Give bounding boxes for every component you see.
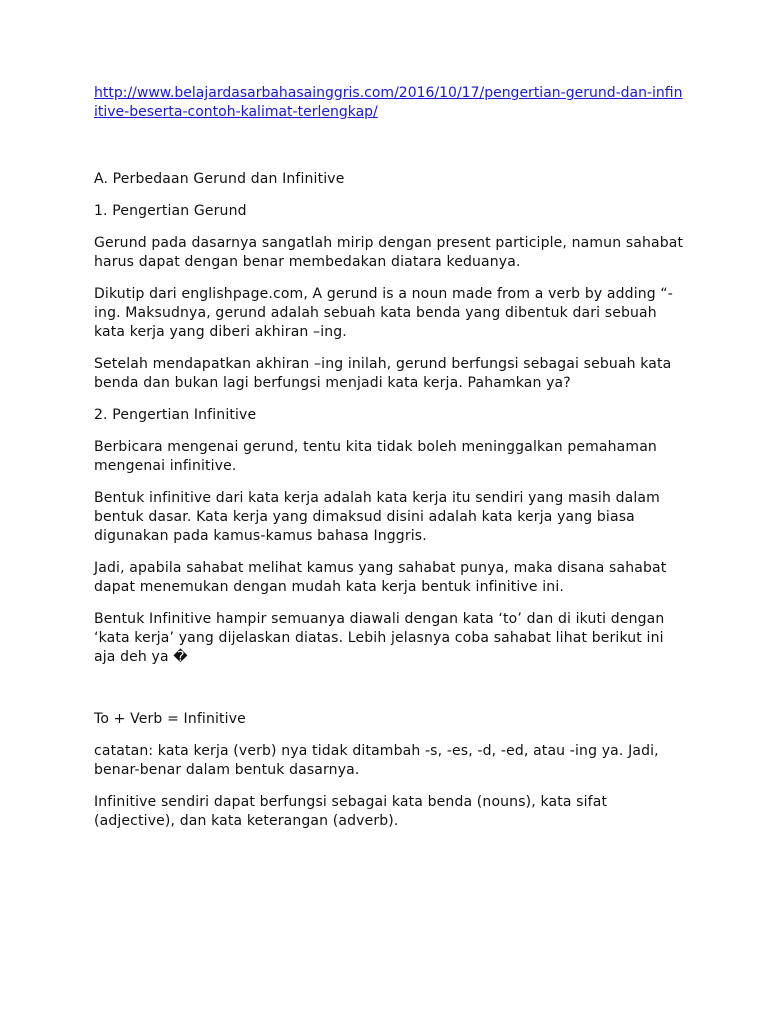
spacer: [94, 680, 684, 710]
paragraph-gerund-2: Dikutip dari englishpage.com, A gerund is a noun made from a verb by adding “-ing. Maksudnya, gerund adalah sebuah kata benda yang dibentuk dari sebuah kata kerja yang diberi akhiran –ing.: [94, 286, 673, 340]
paragraph-gerund-3: Setelah mendapatkan akhiran –ing inilah, gerund berfungsi sebagai sebuah kata benda dan bukan lagi berfungsi menjadi kata kerja. Pahamkan ya?: [94, 356, 672, 391]
paragraph-gerund-1: Gerund pada dasarnya sangatlah mirip dengan present participle, namun sahabat harus dapat dengan benar membedakan diatara keduanya.: [94, 235, 684, 270]
section-2-title: 2. Pengertian Infinitive: [94, 407, 257, 423]
section-1-title: 1. Pengertian Gerund: [94, 203, 247, 219]
spacer: [94, 122, 684, 170]
paragraph-note: catatan: kata kerja (verb) nya tidak ditambah -s, -es, -d, -ed, atau -ing ya. Jadi, benar-benar dalam bentuk dasarnya.: [94, 743, 659, 778]
paragraph-infinitive-2: Bentuk infinitive dari kata kerja adalah kata kerja itu sendiri yang masih dalam bentuk dasar. Kata kerja yang dimaksud disini adalah kata kerja yang biasa digunakan pada kamus-kamus bahasa Inggris.: [94, 490, 660, 544]
section-a-title: A. Perbedaan Gerund dan Infinitive: [94, 171, 345, 187]
source-link[interactable]: http://www.belajardasarbahasainggris.com/2016/10/17/pengertian-gerund-dan-infinitive-beserta-contoh-kalimat-terlengkap/: [94, 85, 683, 120]
paragraph-infinitive-4: Bentuk Infinitive hampir semuanya diawali dengan kata ‘to’ dan di ikuti dengan ‘kata kerja’ yang dijelaskan diatas. Lebih jelasnya coba sahabat lihat berikut ini aja deh ya �: [94, 611, 665, 665]
paragraph-infinitive-1: Berbicara mengenai gerund, tentu kita tidak boleh meninggalkan pemahaman mengenai infinitive.: [94, 439, 657, 474]
formula: To + Verb = Infinitive: [94, 711, 246, 727]
document-page: [94, 84, 684, 844]
paragraph-infinitive-3: Jadi, apabila sahabat melihat kamus yang sahabat punya, maka disana sahabat dapat menemukan dengan mudah kata kerja bentuk infinitive ini.: [94, 560, 667, 595]
paragraph-closing: Infinitive sendiri dapat berfungsi sebagai kata benda (nouns), kata sifat (adjective), dan kata keterangan (adverb).: [94, 794, 608, 829]
